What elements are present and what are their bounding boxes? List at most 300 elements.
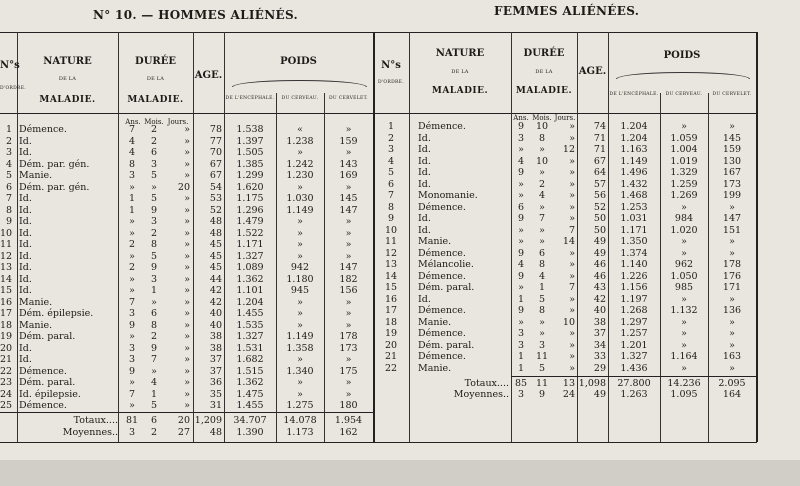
row-number: 13 bbox=[384, 259, 398, 270]
women-table-title: FEMMES ALIÉNÉES. bbox=[494, 4, 640, 18]
jours-cell: » bbox=[569, 351, 575, 362]
cerveau-cell: » bbox=[297, 388, 303, 400]
mois-cell: 1 bbox=[150, 388, 158, 400]
nature-cell: Démence. bbox=[19, 124, 67, 135]
nature-cell: Id. bbox=[19, 239, 32, 250]
row-number: 19 bbox=[0, 331, 13, 342]
mois-cell: 4 bbox=[538, 190, 546, 201]
cervelet-cell: 136 bbox=[722, 305, 742, 316]
nature-cell: Manie. bbox=[19, 319, 53, 331]
jours-cell: » bbox=[184, 239, 190, 250]
cervelet-cell: » bbox=[729, 328, 735, 339]
cervelet-header: DU CERVELET. bbox=[712, 92, 752, 97]
mois-cell: » bbox=[539, 328, 545, 339]
mois-cell: 1 bbox=[150, 285, 158, 296]
ans-cell: 7 bbox=[128, 388, 136, 400]
ans-subheader: Ans. bbox=[125, 118, 141, 126]
nature-header: NATURE bbox=[43, 56, 92, 67]
encephale-cell: 1.253 bbox=[620, 201, 648, 213]
encephale-cell: 1.201 bbox=[620, 339, 648, 351]
mois-cell: 5 bbox=[150, 250, 158, 262]
jours-cell: » bbox=[184, 262, 190, 273]
nature-header-main: MALADIE. bbox=[431, 86, 489, 96]
mois-cell: 3 bbox=[150, 216, 158, 227]
encephale-cell: 1.620 bbox=[236, 181, 264, 193]
cervelet-cell: » bbox=[729, 121, 735, 132]
jours-cell: » bbox=[569, 121, 575, 132]
encephale-header: DE L'ENCÉPHALE. bbox=[225, 96, 275, 101]
ans-cell: 3 bbox=[128, 170, 136, 181]
mois-cell: 8 bbox=[538, 132, 546, 144]
nature-cell: Démence. bbox=[418, 270, 466, 282]
mois-cell: » bbox=[151, 365, 157, 377]
jours-cell: » bbox=[184, 377, 190, 388]
column-rule bbox=[118, 32, 119, 442]
jours-cell: » bbox=[569, 132, 575, 144]
ans-cell: » bbox=[518, 178, 524, 190]
ans-cell: » bbox=[129, 181, 135, 193]
nature-cell: Id. bbox=[418, 224, 431, 236]
cervelet-cell: » bbox=[729, 362, 735, 374]
women-totals-age: 1,098 bbox=[578, 378, 606, 389]
ans-cell: 3 bbox=[517, 339, 525, 351]
women-totals-cerveau: 14.236 bbox=[667, 378, 701, 389]
row-number: 23 bbox=[0, 377, 13, 388]
row-number: 17 bbox=[0, 308, 13, 319]
age-cell: 45 bbox=[209, 239, 222, 250]
nature-cell: Démence. bbox=[418, 247, 466, 259]
cervelet-cell: » bbox=[345, 216, 352, 227]
jours-cell: 14 bbox=[562, 236, 575, 247]
men-means-cervelet: 162 bbox=[339, 427, 358, 438]
cerveau-cell: 1.238 bbox=[286, 135, 314, 147]
mois-cell: » bbox=[539, 316, 545, 328]
ans-cell: » bbox=[129, 250, 135, 262]
ans-cell: 3 bbox=[517, 132, 525, 144]
row-number: 8 bbox=[387, 201, 395, 213]
cervelet-cell: » bbox=[345, 239, 352, 250]
mois-cell: 2 bbox=[150, 331, 158, 342]
age-cell: 36 bbox=[209, 377, 222, 388]
row-number: 13 bbox=[0, 262, 13, 273]
ans-cell: 9 bbox=[517, 167, 525, 178]
encephale-cell: 1.089 bbox=[236, 262, 264, 273]
encephale-cell: 1.327 bbox=[236, 250, 264, 262]
nature-cell: Id. bbox=[418, 144, 431, 155]
ans-cell: 9 bbox=[517, 121, 525, 132]
ans-cell: 4 bbox=[128, 135, 136, 147]
age-cell: 37 bbox=[209, 365, 222, 377]
nature-cell: Id. bbox=[19, 227, 32, 239]
encephale-cell: 1.156 bbox=[620, 282, 648, 293]
ans-cell: » bbox=[129, 377, 135, 388]
jours-cell: » bbox=[184, 170, 190, 181]
encephale-cell: 1.204 bbox=[620, 132, 648, 144]
cerveau-cell: » bbox=[297, 239, 303, 250]
mois-cell: 5 bbox=[150, 193, 158, 204]
age-cell: 56 bbox=[593, 190, 606, 201]
order-header-sub: D'ORDRE. bbox=[377, 80, 405, 85]
cerveau-cell: 1.242 bbox=[286, 158, 314, 170]
cerveau-cell: 985 bbox=[674, 282, 694, 293]
encephale-cell: 1.268 bbox=[620, 305, 648, 316]
encephale-cell: 1.531 bbox=[236, 342, 264, 354]
mois-cell: 2 bbox=[150, 135, 158, 147]
age-cell: 54 bbox=[209, 181, 222, 193]
nature-cell: Id. épilepsie. bbox=[19, 388, 81, 400]
men-totals-rule bbox=[0, 412, 373, 413]
ans-cell: 7 bbox=[128, 296, 136, 308]
encephale-cell: 1.327 bbox=[620, 351, 648, 362]
encephale-cell: 1.535 bbox=[236, 319, 264, 331]
row-number: 12 bbox=[384, 247, 398, 259]
ans-cell: 4 bbox=[517, 155, 525, 167]
encephale-cell: 1.522 bbox=[236, 227, 264, 239]
encephale-cell: 1.455 bbox=[236, 400, 264, 411]
cervelet-cell: » bbox=[729, 293, 735, 305]
encephale-cell: 1.197 bbox=[620, 293, 648, 305]
cerveau-cell: » bbox=[297, 377, 303, 388]
ans-cell: » bbox=[129, 227, 135, 239]
encephale-cell: 1.297 bbox=[620, 316, 648, 328]
row-number: 3 bbox=[387, 144, 395, 155]
cerveau-cell: 1.149 bbox=[286, 204, 314, 216]
jours-cell: » bbox=[184, 285, 190, 296]
women-totals-label: Totaux.... bbox=[464, 378, 509, 389]
nature-cell: Manie. bbox=[418, 236, 452, 247]
nature-header: NATURE bbox=[435, 48, 485, 59]
cerveau-header: DU CERVEAU. bbox=[665, 92, 703, 97]
ans-cell: 7 bbox=[128, 124, 136, 135]
cerveau-cell: » bbox=[681, 339, 687, 351]
age-cell: 34 bbox=[593, 339, 606, 351]
mois-cell: 6 bbox=[538, 247, 546, 259]
encephale-cell: 1.538 bbox=[236, 124, 264, 135]
mois-cell: 7 bbox=[150, 354, 158, 365]
ans-cell: 4 bbox=[517, 259, 525, 270]
row-number: 1 bbox=[5, 124, 12, 135]
encephale-cell: 1.171 bbox=[236, 239, 264, 250]
age-cell: 40 bbox=[209, 319, 222, 331]
row-number: 12 bbox=[0, 250, 13, 262]
age-cell: 52 bbox=[593, 201, 606, 213]
row-number: 10 bbox=[384, 224, 398, 236]
ans-cell: 1 bbox=[517, 351, 525, 362]
poids-brace bbox=[232, 80, 367, 87]
ans-cell: » bbox=[518, 144, 524, 155]
nature-cell: Manie. bbox=[418, 362, 452, 374]
nature-cell: Id. bbox=[19, 216, 32, 227]
men-means-cerveau: 1.173 bbox=[286, 427, 314, 438]
mois-cell: 11 bbox=[535, 351, 549, 362]
duree-header: DURÉE bbox=[523, 48, 565, 59]
cervelet-cell: 147 bbox=[722, 213, 742, 224]
row-number: 20 bbox=[0, 342, 13, 354]
cerveau-cell: 1.180 bbox=[286, 273, 314, 285]
ans-cell: » bbox=[129, 216, 135, 227]
cervelet-cell: » bbox=[345, 250, 352, 262]
row-number: 11 bbox=[0, 239, 13, 250]
mois-cell: » bbox=[539, 201, 545, 213]
women-totals-jours: 13 bbox=[562, 378, 575, 389]
row-number: 22 bbox=[0, 365, 13, 377]
nature-cell: Démence. bbox=[418, 328, 466, 339]
bottom-rule bbox=[0, 442, 757, 443]
cervelet-cell: 167 bbox=[722, 167, 742, 178]
cervelet-cell: 182 bbox=[339, 273, 358, 285]
mois-cell: 3 bbox=[150, 158, 158, 170]
cerveau-cell: » bbox=[681, 236, 687, 247]
nature-cell: Id. bbox=[19, 147, 32, 158]
nature-cell: Dém. par. gén. bbox=[19, 158, 90, 170]
jours-cell: » bbox=[184, 250, 190, 262]
cerveau-cell: « bbox=[297, 124, 303, 135]
cerveau-cell: 1.340 bbox=[286, 365, 314, 377]
encephale-cell: 1.362 bbox=[236, 273, 264, 285]
nature-header-sub: DE LA bbox=[58, 76, 77, 82]
row-number: 18 bbox=[0, 319, 13, 331]
ans-cell: 9 bbox=[517, 270, 525, 282]
row-number: 15 bbox=[0, 285, 13, 296]
cerveau-cell: 1.149 bbox=[286, 331, 314, 342]
cerveau-cell: » bbox=[297, 181, 303, 193]
jours-cell: » bbox=[569, 270, 575, 282]
age-cell: 57 bbox=[593, 178, 606, 190]
encephale-cell: 1.163 bbox=[620, 144, 648, 155]
page-edge bbox=[0, 460, 800, 486]
order-header-sub: D'ORDRE. bbox=[0, 86, 27, 91]
age-cell: 44 bbox=[209, 273, 222, 285]
cervelet-cell: » bbox=[729, 247, 735, 259]
nature-cell: Id. bbox=[19, 250, 32, 262]
ans-cell: 1 bbox=[517, 362, 525, 374]
jours-cell: » bbox=[184, 216, 190, 227]
encephale-cell: 1.385 bbox=[236, 158, 264, 170]
cerveau-cell: 1.050 bbox=[670, 270, 698, 282]
men-totals-mois: 6 bbox=[150, 415, 158, 426]
encephale-cell: 1.327 bbox=[236, 331, 264, 342]
cervelet-cell: 178 bbox=[339, 331, 358, 342]
mois-cell: 8 bbox=[538, 305, 546, 316]
nature-cell: Démence. bbox=[418, 121, 466, 132]
jours-cell: » bbox=[569, 201, 575, 213]
encephale-cell: 1.299 bbox=[236, 170, 264, 181]
mois-cell: 4 bbox=[538, 270, 546, 282]
nature-cell: Id. bbox=[19, 262, 32, 273]
nature-cell: Id. bbox=[19, 135, 32, 147]
nature-cell: Démence. bbox=[19, 400, 67, 411]
age-cell: 71 bbox=[593, 132, 606, 144]
cerveau-cell: 1.275 bbox=[286, 400, 314, 411]
ans-cell: 9 bbox=[517, 213, 525, 224]
jours-cell: » bbox=[569, 293, 575, 305]
age-cell: 38 bbox=[209, 342, 222, 354]
nature-cell: Démence. bbox=[418, 351, 466, 362]
age-cell: 37 bbox=[209, 354, 222, 365]
age-cell: 43 bbox=[593, 282, 606, 293]
row-number: 17 bbox=[384, 305, 398, 316]
table-right-border bbox=[756, 32, 758, 442]
ans-cell: 9 bbox=[517, 247, 525, 259]
ans-cell: 9 bbox=[517, 305, 525, 316]
women-means-cerveau: 1.095 bbox=[670, 389, 698, 400]
women-totals-mois: 11 bbox=[535, 378, 549, 389]
jours-subheader: Jours. bbox=[554, 114, 576, 122]
ans-cell: » bbox=[518, 282, 524, 293]
mois-cell: » bbox=[539, 144, 545, 155]
jours-cell: » bbox=[569, 190, 575, 201]
cerveau-cell: 1.259 bbox=[670, 178, 698, 190]
cerveau-cell: » bbox=[297, 319, 303, 331]
age-cell: 64 bbox=[593, 167, 606, 178]
row-number: 10 bbox=[0, 227, 13, 239]
cerveau-cell: » bbox=[681, 328, 687, 339]
row-number: 22 bbox=[384, 362, 398, 374]
encephale-cell: 1.140 bbox=[620, 259, 648, 270]
cervelet-cell: 199 bbox=[722, 190, 742, 201]
jours-cell: 7 bbox=[568, 282, 575, 293]
jours-cell: » bbox=[569, 213, 575, 224]
age-cell: 40 bbox=[209, 308, 222, 319]
cerveau-cell: 984 bbox=[674, 213, 694, 224]
ans-cell: 8 bbox=[128, 158, 136, 170]
men-totals-ans: 81 bbox=[125, 415, 139, 426]
cerveau-cell: » bbox=[297, 296, 303, 308]
cervelet-cell: 159 bbox=[722, 144, 742, 155]
row-number: 4 bbox=[5, 158, 12, 170]
jours-cell: » bbox=[184, 135, 190, 147]
age-cell: 31 bbox=[209, 400, 222, 411]
cerveau-cell: 1.358 bbox=[286, 342, 314, 354]
cerveau-cell: » bbox=[681, 201, 687, 213]
row-number: 16 bbox=[384, 293, 398, 305]
cervelet-cell: » bbox=[729, 316, 735, 328]
encephale-cell: 1.468 bbox=[620, 190, 648, 201]
cervelet-cell: 171 bbox=[722, 282, 742, 293]
cerveau-cell: » bbox=[297, 308, 303, 319]
cerveau-cell: 1.164 bbox=[670, 351, 698, 362]
row-number: 11 bbox=[384, 236, 398, 247]
poids-header: POIDS bbox=[663, 50, 701, 61]
nature-cell: Dém. épilepsie. bbox=[19, 308, 94, 319]
row-number: 8 bbox=[5, 204, 12, 216]
jours-cell: 7 bbox=[568, 224, 575, 236]
jours-cell: » bbox=[569, 328, 575, 339]
jours-cell: 20 bbox=[177, 181, 190, 193]
cervelet-cell: » bbox=[729, 236, 735, 247]
row-number: 9 bbox=[5, 216, 12, 227]
mois-cell: 7 bbox=[538, 213, 546, 224]
jours-cell: » bbox=[184, 365, 190, 377]
age-cell: 48 bbox=[209, 216, 222, 227]
men-totals-jours: 20 bbox=[177, 415, 190, 426]
poids-brace bbox=[616, 72, 750, 79]
ans-cell: 3 bbox=[128, 308, 136, 319]
cervelet-cell: 145 bbox=[722, 132, 742, 144]
nature-cell: Id. bbox=[418, 155, 431, 167]
men-totals-cerveau: 14.078 bbox=[283, 415, 317, 426]
age-cell: 46 bbox=[593, 259, 606, 270]
women-means-label: Moyennes.. bbox=[453, 389, 509, 400]
header-rule bbox=[0, 113, 757, 114]
row-number: 16 bbox=[0, 296, 13, 308]
age-cell: 35 bbox=[209, 388, 222, 400]
row-number: 14 bbox=[384, 270, 398, 282]
mois-cell: 8 bbox=[150, 319, 158, 331]
cervelet-cell: » bbox=[345, 124, 352, 135]
nature-cell: Id. bbox=[418, 293, 431, 305]
cervelet-cell: » bbox=[345, 308, 352, 319]
mois-cell: 8 bbox=[150, 239, 158, 250]
nature-header-main: MALADIE. bbox=[39, 95, 96, 105]
ans-cell: 9 bbox=[128, 365, 136, 377]
age-cell: 48 bbox=[209, 227, 222, 239]
nature-cell: Id. bbox=[19, 285, 32, 296]
row-number: 24 bbox=[0, 388, 13, 400]
jours-cell: » bbox=[184, 227, 190, 239]
encephale-cell: 1.479 bbox=[236, 216, 264, 227]
cerveau-cell: » bbox=[297, 354, 303, 365]
age-cell: 70 bbox=[209, 147, 222, 158]
nature-cell: Id. bbox=[418, 167, 431, 178]
mois-cell: 5 bbox=[150, 170, 158, 181]
mois-cell: » bbox=[151, 296, 157, 308]
ans-cell: 3 bbox=[128, 354, 136, 365]
encephale-cell: 1.257 bbox=[620, 328, 648, 339]
jours-cell: » bbox=[569, 178, 575, 190]
jours-cell: » bbox=[569, 305, 575, 316]
mois-cell: 9 bbox=[150, 262, 158, 273]
row-number: 2 bbox=[5, 135, 12, 147]
cerveau-cell: 942 bbox=[290, 262, 310, 273]
jours-cell: » bbox=[184, 342, 190, 354]
men-means-encephale: 1.390 bbox=[236, 427, 264, 438]
cerveau-cell: 1.329 bbox=[670, 167, 698, 178]
nature-cell: Id. bbox=[19, 273, 32, 285]
age-cell: 53 bbox=[209, 193, 222, 204]
row-number: 18 bbox=[384, 316, 398, 328]
ans-cell: » bbox=[518, 224, 524, 236]
row-number: 14 bbox=[0, 273, 13, 285]
ans-cell: 1 bbox=[128, 193, 136, 204]
jours-cell: » bbox=[569, 167, 575, 178]
ans-cell: 4 bbox=[128, 147, 136, 158]
cerveau-header: DU CERVEAU. bbox=[281, 96, 319, 101]
nature-cell: Id. bbox=[19, 342, 32, 354]
cervelet-cell: » bbox=[729, 201, 735, 213]
age-cell: 50 bbox=[593, 213, 606, 224]
row-number: 21 bbox=[0, 354, 13, 365]
cervelet-cell: » bbox=[345, 319, 352, 331]
row-number: 21 bbox=[384, 351, 398, 362]
cervelet-cell: » bbox=[729, 339, 735, 351]
mois-subheader: Mois. bbox=[532, 114, 552, 122]
mois-cell: 3 bbox=[538, 339, 546, 351]
jours-cell: » bbox=[184, 319, 190, 331]
row-number: 25 bbox=[0, 400, 13, 411]
row-number: 20 bbox=[384, 339, 398, 351]
row-number: 9 bbox=[387, 213, 395, 224]
age-cell: 71 bbox=[593, 144, 606, 155]
cervelet-cell: » bbox=[345, 388, 352, 400]
age-header: AGE. bbox=[578, 66, 607, 77]
jours-cell: » bbox=[569, 247, 575, 259]
mois-cell: » bbox=[151, 181, 157, 193]
age-cell: 40 bbox=[593, 305, 606, 316]
row-number: 2 bbox=[387, 132, 395, 144]
cervelet-cell: 173 bbox=[722, 178, 742, 190]
age-cell: 37 bbox=[593, 328, 606, 339]
